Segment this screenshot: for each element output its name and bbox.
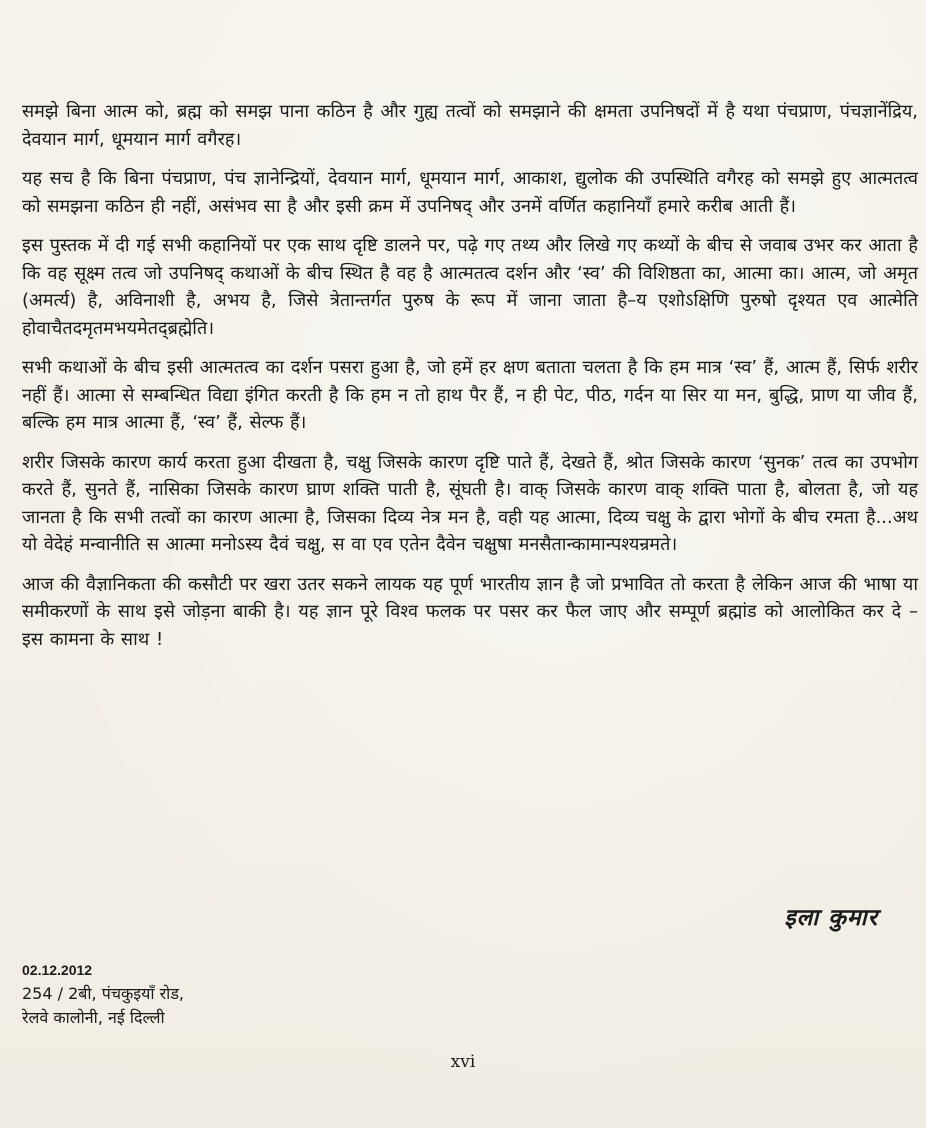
page-body xyxy=(22,98,918,665)
page-number: xvi xyxy=(450,1052,476,1072)
paragraph-2: यह सच है कि बिना पंचप्राण, पंच ज्ञानेन्द्रियों, देवयान मार्ग, धूमयान मार्ग, आकाश, द्युलोक की उपस्थिति वगैरह को समझे हुए आत्मतत्व को समझना कठिन ही नहीं, असंभव सा है और इसी क्रम में उपनिषद् और उनमें वर्णित कहानियाँ हमारे करीब आती हैं। xyxy=(22,168,918,217)
author-signature: इला कुमार xyxy=(784,905,878,931)
paragraph-3: इस पुस्तक में दी गई सभी कहानियों पर एक साथ दृष्टि डालने पर, पढ़े गए तथ्य और लिखे गए कथ्यों के बीच से जवाब उभर कर आता है कि वह सूक्ष्म तत्व जो उपनिषद् कथाओं के बीच स्थित है वह है आत्मतत्व दर्शन और ‘स्व’ की विशिष्ठता का, आत्मा का। आत्म, जो अमृत (अमर्त्य) है, अविनाशी है, अभय है, जिसे त्रेतान्तर्गत पुरुष के रूप में जाना जाता है–य एशोऽक्षिणि पुरुषो दृश्यत एव आत्मेति होवाचैतदमृतमभयमेतद्ब्रह्मेति। xyxy=(22,235,918,339)
paragraph-1: समझे बिना आत्म को, ब्रह्म को समझ पाना कठिन है और गुह्य तत्वों को समझाने की क्षमता उपनिषदों में है यथा पंचप्राण, पंचज्ञानेंद्रिय, देवयान मार्ग, धूमयान मार्ग वगैरह। xyxy=(22,101,918,150)
address-line-2: रेलवे कालोनी, नई दिल्ली xyxy=(22,1008,165,1027)
paragraph-5: शरीर जिसके कारण कार्य करता हुआ दीखता है, चक्षु जिसके कारण दृष्टि पाते हैं, देखते हैं, श्रोत जिसके कारण ‘सुनक’ तत्व का उपभोग करते हैं, सुनते हैं, नासिका जिसके कारण घ्राण शक्ति पाती है, सूंघती है। वाक् जिसके कारण वाक् शक्ति पाता है, बोलता है, जो यह जानता है कि सभी तत्वों का कारण आत्मा है, जिसका दिव्य नेत्र मन है, वही यह आत्मा, दिव्य चक्षु के द्वारा भोगों के बीच रमता है...अथ यो वेदेहं मन्वानीति स आत्मा मनोऽस्य दैवं चक्षु, स वा एव एतेन दैवेन चक्षुषा मनसैतान्कामान्पश्यन्रमते। xyxy=(22,451,918,555)
author-address xyxy=(22,958,184,1030)
address-line-1: 254 / 2बी, पंचकुइयाँ रोड, xyxy=(22,984,184,1003)
paragraph-4: सभी कथाओं के बीच इसी आत्मतत्व का दर्शन पसरा हुआ है, जो हमें हर क्षण बताता चलता है कि हम मात्र ‘स्व’ हैं, आत्म हैं, सिर्फ शरीर नहीं हैं। आत्मा से सम्बन्धित विद्या इंगित करती है कि हम न तो हाथ पैर हैं, न ही पेट, पीठ, गर्दन या सिर या मन, बुद्धि, प्राण या जीव हैं, बल्कि हम मात्र आत्मा हैं, ‘स्व’ हैं, सेल्फ हैं। xyxy=(22,357,918,433)
date-line: 02.12.2012 xyxy=(22,962,93,978)
paragraph-6: आज की वैज्ञानिकता की कसौटी पर खरा उतर सकने लायक यह पूर्ण भारतीय ज्ञान है जो प्रभावित तो करता है लेकिन आज की भाषा या समीकरणों के साथ इसे जोड़ना बाकी है। यह ज्ञान पूरे विश्व फलक पर पसर कर फैल जाए और सम्पूर्ण ब्रह्मांड को आलोकित कर दे – इस कामना के साथ ! xyxy=(22,573,918,650)
